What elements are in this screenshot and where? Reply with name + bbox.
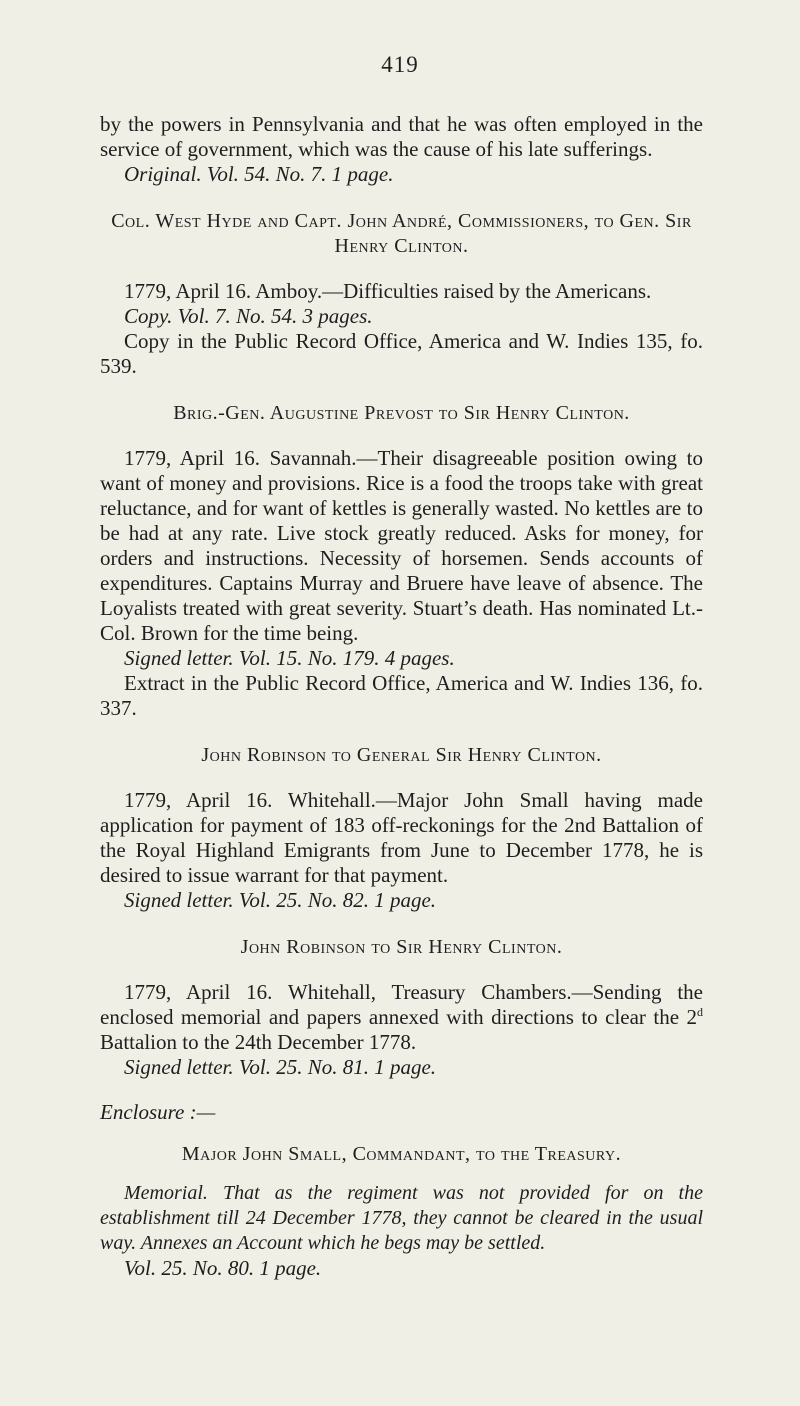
enclosure-source: Vol. 25. No. 80. 1 page. <box>124 1256 322 1280</box>
entry-heading: Brig.-Gen. Augustine Prevost to Sir Henry Clinton. <box>173 402 630 424</box>
entry-heading: Col. West Hyde and Capt. John André, Commissioners, to Gen. Sir Henry Clinton. <box>111 210 692 257</box>
enclosure-heading: Major John Small, Commandant, to the Treasury. <box>181 1143 622 1165</box>
body-text: Battalion to the 24th December 1778. <box>100 1030 417 1054</box>
enclosure-label: Enclosure :— <box>100 1100 216 1124</box>
entry-source: Signed letter. Vol. 25. No. 82. 1 page. <box>124 888 437 912</box>
entry-body: 1779, April 16. Whitehall.—Major John Small having made application for payment of 183 off-reckonings for the 2nd Battalion of the Royal Highland Emigrants from June to December 1778, he is desired to issue warrant for that payment. <box>100 788 703 887</box>
entry-source: Signed letter. Vol. 15. No. 179. 4 pages. <box>124 646 455 670</box>
page-number: 419 <box>381 52 419 77</box>
entry-note: Copy in the Public Record Office, America and W. Indies 135, fo. 539. <box>100 329 703 378</box>
entry-heading: John Robinson to General Sir Henry Clinton. <box>201 744 602 766</box>
entry-body: 1779, April 16. Amboy.—Difficulties raised by the Americans. <box>124 279 652 303</box>
entry-continuation: by the powers in Pennsylvania and that he was often employed in the service of government, which was the cause of his late sufferings. <box>100 112 703 161</box>
entry-heading: John Robinson to Sir Henry Clinton. <box>240 936 563 958</box>
entry-note: Extract in the Public Record Office, America and W. Indies 136, fo. 337. <box>100 671 703 720</box>
entry-source: Signed letter. Vol. 25. No. 81. 1 page. <box>124 1055 437 1079</box>
body-text: 1779, April 16. Whitehall, Treasury Chambers.—Sending the enclosed memorial and papers annexed with directions to clear the 2 <box>100 980 703 1029</box>
enclosure-memorial: Memorial. That as the regiment was not provided for on the establishment till 24 December 1778, they cannot be cleared in the usual way. Annexes an Account which he begs may be settled. <box>100 1182 703 1254</box>
entry-source: Copy. Vol. 7. No. 54. 3 pages. <box>124 304 373 328</box>
entry-source: Original. Vol. 54. No. 7. 1 page. <box>124 162 394 186</box>
entry-body <box>100 980 703 1055</box>
superscript: d <box>697 1005 703 1019</box>
entry-body: 1779, April 16. Savannah.—Their disagreeable position owing to want of money and provisions. Rice is a food the troops take with great reluctance, and for want of kettles is generally wasted. No kettles are to be had at any rate. Live stock greatly reduced. Asks for money, for orders and instructions. Necessity of horsemen. Sends accounts of expenditures. Captains Murray and Bruere have leave of absence. The Loyalists treated with great severity. Stuart’s death. Has nominated Lt.-Col. Brown for the time being. <box>100 446 703 645</box>
page-content <box>100 112 703 1281</box>
